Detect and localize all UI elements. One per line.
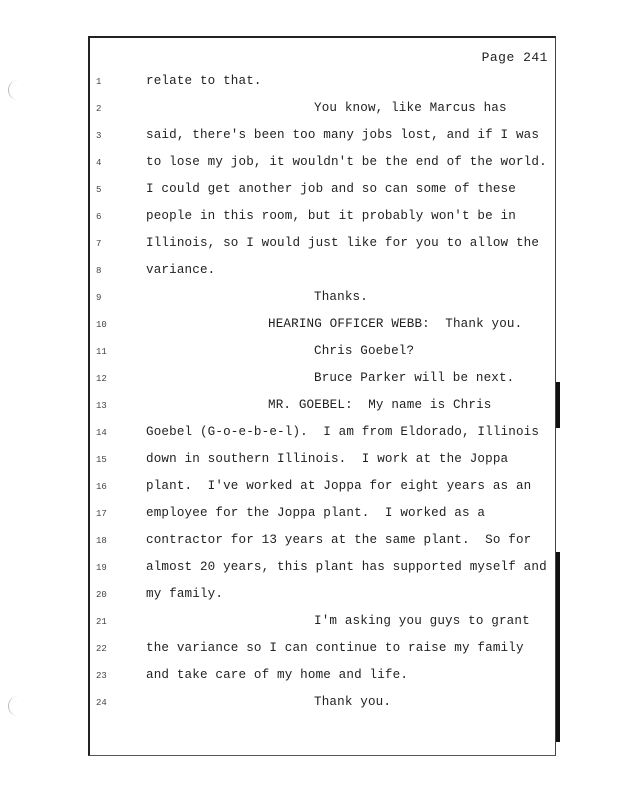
margin-bar	[556, 382, 560, 428]
transcript-line: Bruce Parker will be next.	[314, 371, 515, 385]
line-number: 18	[96, 536, 107, 546]
line-number: 12	[96, 374, 107, 384]
transcript-line: I'm asking you guys to grant	[314, 614, 530, 628]
line-number: 15	[96, 455, 107, 465]
line-number: 4	[96, 158, 102, 168]
transcript-line: to lose my job, it wouldn't be the end of the world.	[146, 155, 547, 169]
transcript-line: I could get another job and so can some of these	[146, 182, 516, 196]
hole-punch-mark	[8, 80, 23, 100]
line-number: 11	[96, 347, 107, 357]
transcript-line: relate to that.	[146, 74, 262, 88]
page-number: Page 241	[481, 50, 548, 65]
transcript-line: down in southern Illinois. I work at the Joppa	[146, 452, 509, 466]
line-number: 8	[96, 266, 102, 276]
line-number: 13	[96, 401, 107, 411]
line-number: 21	[96, 617, 107, 627]
transcript-line: Thank you.	[314, 695, 392, 709]
transcript-line: the variance so I can continue to raise my family	[146, 641, 524, 655]
line-number: 20	[96, 590, 107, 600]
line-number: 3	[96, 131, 102, 141]
transcript-line: Goebel (G-o-e-b-e-l). I am from Eldorado, Illinois	[146, 425, 540, 439]
line-number: 23	[96, 671, 107, 681]
transcript-line: my family.	[146, 587, 224, 601]
transcript-line: people in this room, but it probably won't be in	[146, 209, 516, 223]
transcript-line: Illinois, so I would just like for you to allow the	[146, 236, 540, 250]
transcript-line: and take care of my home and life.	[146, 668, 409, 682]
line-number: 14	[96, 428, 107, 438]
transcript-line: contractor for 13 years at the same plant. So for	[146, 533, 532, 547]
transcript-text	[146, 72, 546, 720]
line-number: 22	[96, 644, 107, 654]
line-number: 10	[96, 320, 107, 330]
line-number: 19	[96, 563, 107, 573]
transcript-line: MR. GOEBEL: My name is Chris	[268, 398, 492, 412]
line-number: 6	[96, 212, 102, 222]
transcript-line: Chris Goebel?	[314, 344, 415, 358]
line-number: 7	[96, 239, 102, 249]
line-number-column	[96, 74, 126, 722]
transcript-line: plant. I've worked at Joppa for eight years as an	[146, 479, 532, 493]
line-number: 24	[96, 698, 107, 708]
transcript-line: employee for the Joppa plant. I worked as a	[146, 506, 486, 520]
line-number: 9	[96, 293, 102, 303]
line-number: 1	[96, 77, 102, 87]
margin-bar	[556, 552, 560, 742]
transcript-line: You know, like Marcus has	[314, 101, 507, 115]
line-number: 16	[96, 482, 107, 492]
hole-punch-mark	[8, 696, 23, 716]
transcript-line: variance.	[146, 263, 216, 277]
transcript-line: Thanks.	[314, 290, 368, 304]
transcript-line: said, there's been too many jobs lost, and if I was	[146, 128, 540, 142]
line-number: 2	[96, 104, 102, 114]
line-number: 17	[96, 509, 107, 519]
transcript-line: HEARING OFFICER WEBB: Thank you.	[268, 317, 523, 331]
transcript-line: almost 20 years, this plant has supported myself and	[146, 560, 547, 574]
line-number: 5	[96, 185, 102, 195]
